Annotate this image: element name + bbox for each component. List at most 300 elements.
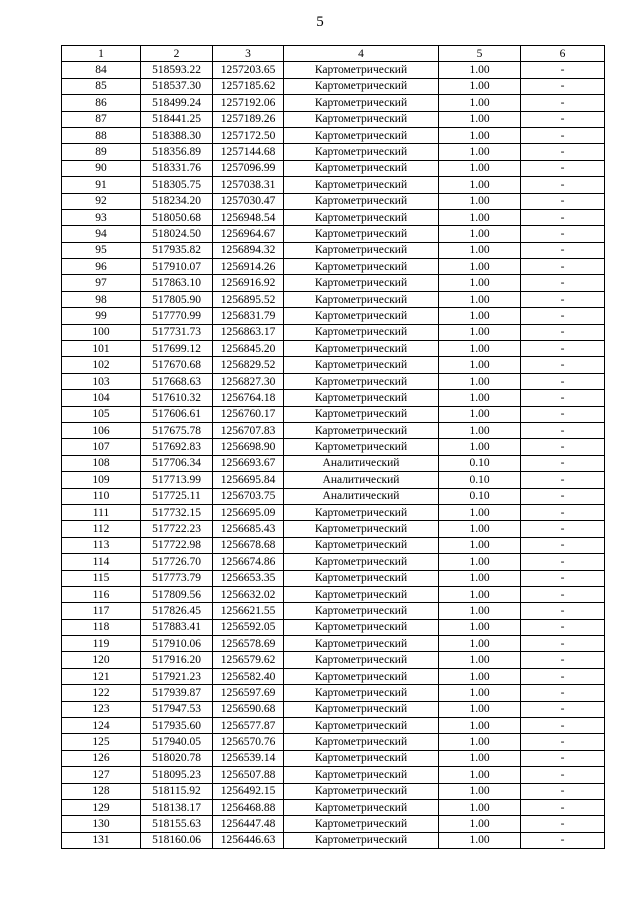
x-coordinate-cell: 517773.79: [141, 570, 213, 586]
table-row: [62, 554, 605, 570]
point-number-cell: 101: [62, 341, 141, 357]
notes-cell: -: [521, 603, 605, 619]
accuracy-cell: 1.00: [439, 570, 521, 586]
notes-cell: -: [521, 341, 605, 357]
x-coordinate-cell: 517675.78: [141, 422, 213, 438]
x-coordinate-cell: 517732.15: [141, 504, 213, 520]
notes-cell: -: [521, 816, 605, 832]
method-cell: Картометрический: [284, 504, 439, 520]
notes-cell: -: [521, 160, 605, 176]
table-row: [62, 422, 605, 438]
x-coordinate-cell: 517910.06: [141, 636, 213, 652]
table-row: [62, 78, 605, 94]
table-row: [62, 521, 605, 537]
x-coordinate-cell: 517939.87: [141, 685, 213, 701]
method-cell: Картометрический: [284, 308, 439, 324]
table-row: [62, 668, 605, 684]
y-coordinate-cell: 1257203.65: [213, 62, 284, 78]
method-cell: Картометрический: [284, 750, 439, 766]
notes-cell: -: [521, 636, 605, 652]
method-cell: Картометрический: [284, 209, 439, 225]
y-coordinate-cell: 1256831.79: [213, 308, 284, 324]
table-row: [62, 177, 605, 193]
accuracy-cell: 0.10: [439, 472, 521, 488]
accuracy-cell: 1.00: [439, 177, 521, 193]
table-row: [62, 570, 605, 586]
point-number-cell: 119: [62, 636, 141, 652]
y-coordinate-cell: 1256948.54: [213, 209, 284, 225]
point-number-cell: 116: [62, 586, 141, 602]
col-method-header: 4: [284, 46, 439, 62]
col-notes-header: 6: [521, 46, 605, 62]
notes-cell: -: [521, 259, 605, 275]
table-row: [62, 308, 605, 324]
accuracy-cell: 1.00: [439, 799, 521, 815]
point-number-cell: 98: [62, 291, 141, 307]
notes-cell: -: [521, 406, 605, 422]
point-number-cell: 97: [62, 275, 141, 291]
y-coordinate-cell: 1256760.17: [213, 406, 284, 422]
x-coordinate-cell: 517883.41: [141, 619, 213, 635]
point-number-cell: 118: [62, 619, 141, 635]
table-row: [62, 242, 605, 258]
method-cell: Картометрический: [284, 78, 439, 94]
x-coordinate-cell: 518138.17: [141, 799, 213, 815]
x-coordinate-cell: 517863.10: [141, 275, 213, 291]
point-number-cell: 113: [62, 537, 141, 553]
table-row: [62, 472, 605, 488]
coordinates-table: [61, 45, 605, 849]
accuracy-cell: 1.00: [439, 193, 521, 209]
method-cell: Картометрический: [284, 357, 439, 373]
method-cell: Картометрический: [284, 636, 439, 652]
notes-cell: -: [521, 488, 605, 504]
notes-cell: -: [521, 718, 605, 734]
table-row: [62, 291, 605, 307]
method-cell: Картометрический: [284, 242, 439, 258]
notes-cell: -: [521, 586, 605, 602]
accuracy-cell: 1.00: [439, 259, 521, 275]
method-cell: Картометрический: [284, 127, 439, 143]
table-row: [62, 701, 605, 717]
notes-cell: -: [521, 455, 605, 471]
table-row: [62, 816, 605, 832]
method-cell: Аналитический: [284, 455, 439, 471]
notes-cell: -: [521, 226, 605, 242]
table-row: [62, 636, 605, 652]
table-row: [62, 226, 605, 242]
x-coordinate-cell: 517916.20: [141, 652, 213, 668]
point-number-cell: 85: [62, 78, 141, 94]
point-number-cell: 100: [62, 324, 141, 340]
method-cell: Картометрический: [284, 226, 439, 242]
table-row: [62, 799, 605, 815]
y-coordinate-cell: 1257030.47: [213, 193, 284, 209]
point-number-cell: 115: [62, 570, 141, 586]
x-coordinate-cell: 517725.11: [141, 488, 213, 504]
y-coordinate-cell: 1256507.88: [213, 767, 284, 783]
notes-cell: -: [521, 390, 605, 406]
point-number-cell: 128: [62, 783, 141, 799]
table-row: [62, 767, 605, 783]
method-cell: Картометрический: [284, 537, 439, 553]
notes-cell: -: [521, 570, 605, 586]
notes-cell: -: [521, 242, 605, 258]
point-number-cell: 117: [62, 603, 141, 619]
point-number-cell: 94: [62, 226, 141, 242]
y-coordinate-cell: 1257192.06: [213, 95, 284, 111]
accuracy-cell: 1.00: [439, 636, 521, 652]
notes-cell: -: [521, 324, 605, 340]
x-coordinate-cell: 517606.61: [141, 406, 213, 422]
x-coordinate-cell: 517722.98: [141, 537, 213, 553]
point-number-cell: 112: [62, 521, 141, 537]
method-cell: Картометрический: [284, 95, 439, 111]
point-number-cell: 126: [62, 750, 141, 766]
accuracy-cell: 1.00: [439, 832, 521, 848]
point-number-cell: 127: [62, 767, 141, 783]
notes-cell: -: [521, 308, 605, 324]
y-coordinate-cell: 1257189.26: [213, 111, 284, 127]
col-accuracy-header: 5: [439, 46, 521, 62]
point-number-cell: 90: [62, 160, 141, 176]
table-row: [62, 406, 605, 422]
y-coordinate-cell: 1256577.87: [213, 718, 284, 734]
point-number-cell: 86: [62, 95, 141, 111]
x-coordinate-cell: 518356.89: [141, 144, 213, 160]
method-cell: Картометрический: [284, 275, 439, 291]
method-cell: Картометрический: [284, 554, 439, 570]
y-coordinate-cell: 1256570.76: [213, 734, 284, 750]
table-row: [62, 652, 605, 668]
point-number-cell: 121: [62, 668, 141, 684]
x-coordinate-cell: 517731.73: [141, 324, 213, 340]
point-number-cell: 105: [62, 406, 141, 422]
method-cell: Картометрический: [284, 439, 439, 455]
accuracy-cell: 1.00: [439, 439, 521, 455]
notes-cell: -: [521, 275, 605, 291]
x-coordinate-cell: 517726.70: [141, 554, 213, 570]
table-row: [62, 390, 605, 406]
notes-cell: -: [521, 209, 605, 225]
accuracy-cell: 1.00: [439, 390, 521, 406]
method-cell: Картометрический: [284, 652, 439, 668]
x-coordinate-cell: 518331.76: [141, 160, 213, 176]
point-number-cell: 92: [62, 193, 141, 209]
y-coordinate-cell: 1256632.02: [213, 586, 284, 602]
notes-cell: -: [521, 554, 605, 570]
table-row: [62, 504, 605, 520]
point-number-cell: 88: [62, 127, 141, 143]
accuracy-cell: 1.00: [439, 816, 521, 832]
notes-cell: -: [521, 95, 605, 111]
table-row: [62, 537, 605, 553]
method-cell: Картометрический: [284, 144, 439, 160]
notes-cell: -: [521, 439, 605, 455]
col-x-header: 2: [141, 46, 213, 62]
y-coordinate-cell: 1256894.32: [213, 242, 284, 258]
notes-cell: -: [521, 193, 605, 209]
notes-cell: -: [521, 619, 605, 635]
y-coordinate-cell: 1256698.90: [213, 439, 284, 455]
accuracy-cell: 1.00: [439, 127, 521, 143]
x-coordinate-cell: 518593.22: [141, 62, 213, 78]
y-coordinate-cell: 1256447.48: [213, 816, 284, 832]
accuracy-cell: 1.00: [439, 767, 521, 783]
x-coordinate-cell: 517668.63: [141, 373, 213, 389]
y-coordinate-cell: 1256895.52: [213, 291, 284, 307]
method-cell: Аналитический: [284, 472, 439, 488]
notes-cell: -: [521, 62, 605, 78]
accuracy-cell: 1.00: [439, 701, 521, 717]
method-cell: Картометрический: [284, 718, 439, 734]
method-cell: Картометрический: [284, 373, 439, 389]
x-coordinate-cell: 517935.82: [141, 242, 213, 258]
x-coordinate-cell: 517910.07: [141, 259, 213, 275]
method-cell: Картометрический: [284, 521, 439, 537]
x-coordinate-cell: 518234.20: [141, 193, 213, 209]
point-number-cell: 89: [62, 144, 141, 160]
y-coordinate-cell: 1256539.14: [213, 750, 284, 766]
y-coordinate-cell: 1256845.20: [213, 341, 284, 357]
x-coordinate-cell: 517809.56: [141, 586, 213, 602]
x-coordinate-cell: 518024.50: [141, 226, 213, 242]
notes-cell: -: [521, 111, 605, 127]
x-coordinate-cell: 518115.92: [141, 783, 213, 799]
point-number-cell: 114: [62, 554, 141, 570]
method-cell: Картометрический: [284, 767, 439, 783]
table-row: [62, 62, 605, 78]
point-number-cell: 93: [62, 209, 141, 225]
accuracy-cell: 1.00: [439, 422, 521, 438]
y-coordinate-cell: 1256468.88: [213, 799, 284, 815]
method-cell: Картометрический: [284, 816, 439, 832]
x-coordinate-cell: 517713.99: [141, 472, 213, 488]
accuracy-cell: 1.00: [439, 62, 521, 78]
point-number-cell: 91: [62, 177, 141, 193]
accuracy-cell: 1.00: [439, 652, 521, 668]
x-coordinate-cell: 518155.63: [141, 816, 213, 832]
accuracy-cell: 1.00: [439, 95, 521, 111]
y-coordinate-cell: 1256764.18: [213, 390, 284, 406]
y-coordinate-cell: 1257096.99: [213, 160, 284, 176]
table-row: [62, 734, 605, 750]
table-row: [62, 160, 605, 176]
notes-cell: -: [521, 422, 605, 438]
notes-cell: -: [521, 537, 605, 553]
method-cell: Картометрический: [284, 422, 439, 438]
notes-cell: -: [521, 144, 605, 160]
point-number-cell: 103: [62, 373, 141, 389]
notes-cell: -: [521, 177, 605, 193]
x-coordinate-cell: 517921.23: [141, 668, 213, 684]
table-body: [62, 62, 605, 849]
notes-cell: -: [521, 767, 605, 783]
method-cell: Картометрический: [284, 570, 439, 586]
notes-cell: -: [521, 685, 605, 701]
method-cell: Аналитический: [284, 488, 439, 504]
notes-cell: -: [521, 504, 605, 520]
table-row: [62, 488, 605, 504]
table-row: [62, 357, 605, 373]
accuracy-cell: 1.00: [439, 603, 521, 619]
accuracy-cell: 1.00: [439, 685, 521, 701]
accuracy-cell: 1.00: [439, 291, 521, 307]
notes-cell: -: [521, 668, 605, 684]
accuracy-cell: 1.00: [439, 308, 521, 324]
table-row: [62, 209, 605, 225]
notes-cell: -: [521, 521, 605, 537]
x-coordinate-cell: 518095.23: [141, 767, 213, 783]
col-y-header: 3: [213, 46, 284, 62]
method-cell: Картометрический: [284, 734, 439, 750]
x-coordinate-cell: 518305.75: [141, 177, 213, 193]
accuracy-cell: 1.00: [439, 668, 521, 684]
method-cell: Картометрический: [284, 193, 439, 209]
y-coordinate-cell: 1256685.43: [213, 521, 284, 537]
x-coordinate-cell: 518441.25: [141, 111, 213, 127]
accuracy-cell: 1.00: [439, 275, 521, 291]
page-number: 5: [316, 14, 324, 30]
point-number-cell: 95: [62, 242, 141, 258]
x-coordinate-cell: 518499.24: [141, 95, 213, 111]
accuracy-cell: 1.00: [439, 406, 521, 422]
x-coordinate-cell: 517670.68: [141, 357, 213, 373]
accuracy-cell: 1.00: [439, 226, 521, 242]
table-row: [62, 619, 605, 635]
y-coordinate-cell: 1256446.63: [213, 832, 284, 848]
y-coordinate-cell: 1257038.31: [213, 177, 284, 193]
y-coordinate-cell: 1257144.68: [213, 144, 284, 160]
x-coordinate-cell: 517610.32: [141, 390, 213, 406]
table-row: [62, 144, 605, 160]
table-row: [62, 832, 605, 848]
point-number-cell: 123: [62, 701, 141, 717]
method-cell: Картометрический: [284, 259, 439, 275]
method-cell: Картометрический: [284, 341, 439, 357]
table-row: [62, 718, 605, 734]
point-number-cell: 87: [62, 111, 141, 127]
accuracy-cell: 1.00: [439, 750, 521, 766]
notes-cell: -: [521, 291, 605, 307]
notes-cell: -: [521, 652, 605, 668]
x-coordinate-cell: 517692.83: [141, 439, 213, 455]
accuracy-cell: 1.00: [439, 586, 521, 602]
x-coordinate-cell: 518160.06: [141, 832, 213, 848]
method-cell: Картометрический: [284, 619, 439, 635]
point-number-cell: 125: [62, 734, 141, 750]
accuracy-cell: 1.00: [439, 554, 521, 570]
y-coordinate-cell: 1256707.83: [213, 422, 284, 438]
y-coordinate-cell: 1257172.50: [213, 127, 284, 143]
accuracy-cell: 1.00: [439, 209, 521, 225]
table-row: [62, 275, 605, 291]
table-row: [62, 127, 605, 143]
accuracy-cell: 1.00: [439, 341, 521, 357]
table-row: [62, 373, 605, 389]
method-cell: Картометрический: [284, 668, 439, 684]
y-coordinate-cell: 1256597.69: [213, 685, 284, 701]
method-cell: Картометрический: [284, 62, 439, 78]
point-number-cell: 107: [62, 439, 141, 455]
table-row: [62, 193, 605, 209]
method-cell: Картометрический: [284, 783, 439, 799]
x-coordinate-cell: 517805.90: [141, 291, 213, 307]
point-number-cell: 102: [62, 357, 141, 373]
method-cell: Картометрический: [284, 177, 439, 193]
notes-cell: -: [521, 373, 605, 389]
point-number-cell: 120: [62, 652, 141, 668]
table-row: [62, 603, 605, 619]
notes-cell: -: [521, 357, 605, 373]
point-number-cell: 111: [62, 504, 141, 520]
y-coordinate-cell: 1256914.26: [213, 259, 284, 275]
y-coordinate-cell: 1256703.75: [213, 488, 284, 504]
notes-cell: -: [521, 472, 605, 488]
point-number-cell: 108: [62, 455, 141, 471]
accuracy-cell: 0.10: [439, 488, 521, 504]
x-coordinate-cell: 517699.12: [141, 341, 213, 357]
y-coordinate-cell: 1256863.17: [213, 324, 284, 340]
x-coordinate-cell: 517770.99: [141, 308, 213, 324]
accuracy-cell: 1.00: [439, 718, 521, 734]
y-coordinate-cell: 1256964.67: [213, 226, 284, 242]
accuracy-cell: 1.00: [439, 783, 521, 799]
table-row: [62, 586, 605, 602]
x-coordinate-cell: 518020.78: [141, 750, 213, 766]
point-number-cell: 124: [62, 718, 141, 734]
y-coordinate-cell: 1256695.09: [213, 504, 284, 520]
method-cell: Картометрический: [284, 160, 439, 176]
table-row: [62, 111, 605, 127]
method-cell: Картометрический: [284, 799, 439, 815]
accuracy-cell: 1.00: [439, 373, 521, 389]
y-coordinate-cell: 1256582.40: [213, 668, 284, 684]
point-number-cell: 129: [62, 799, 141, 815]
method-cell: Картометрический: [284, 324, 439, 340]
accuracy-cell: 1.00: [439, 537, 521, 553]
point-number-cell: 110: [62, 488, 141, 504]
accuracy-cell: 1.00: [439, 504, 521, 520]
point-number-cell: 109: [62, 472, 141, 488]
point-number-cell: 122: [62, 685, 141, 701]
y-coordinate-cell: 1256829.52: [213, 357, 284, 373]
accuracy-cell: 1.00: [439, 619, 521, 635]
method-cell: Картометрический: [284, 586, 439, 602]
y-coordinate-cell: 1256592.05: [213, 619, 284, 635]
x-coordinate-cell: 518388.30: [141, 127, 213, 143]
notes-cell: -: [521, 799, 605, 815]
y-coordinate-cell: 1256695.84: [213, 472, 284, 488]
method-cell: Картометрический: [284, 406, 439, 422]
x-coordinate-cell: 517722.23: [141, 521, 213, 537]
table-header-row: [62, 46, 605, 62]
table-row: [62, 341, 605, 357]
x-coordinate-cell: 517940.05: [141, 734, 213, 750]
point-number-cell: 106: [62, 422, 141, 438]
accuracy-cell: 1.00: [439, 111, 521, 127]
table-row: [62, 685, 605, 701]
x-coordinate-cell: 518050.68: [141, 209, 213, 225]
accuracy-cell: 1.00: [439, 324, 521, 340]
point-number-cell: 96: [62, 259, 141, 275]
accuracy-cell: 1.00: [439, 521, 521, 537]
method-cell: Картометрический: [284, 685, 439, 701]
y-coordinate-cell: 1256674.86: [213, 554, 284, 570]
accuracy-cell: 1.00: [439, 144, 521, 160]
point-number-cell: 131: [62, 832, 141, 848]
table-row: [62, 439, 605, 455]
